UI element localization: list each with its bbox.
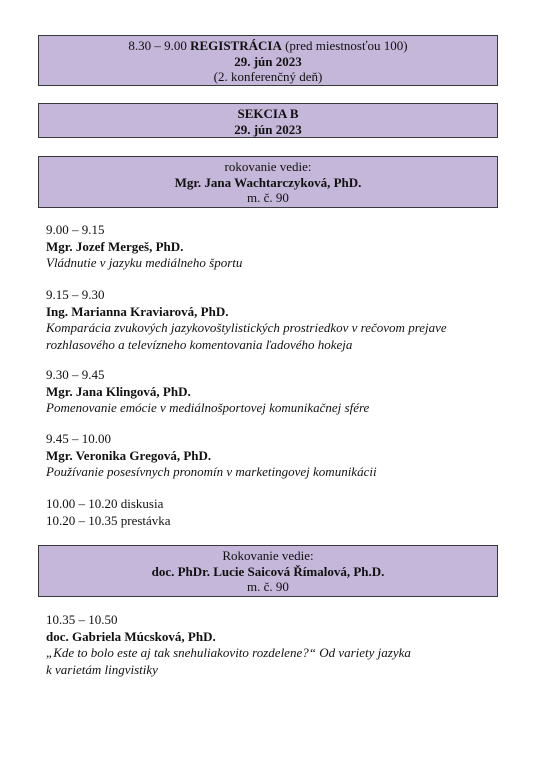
chair-name: doc. PhDr. Lucie Saicová Římalová, Ph.D.: [151, 563, 385, 579]
chair-room: m. č. 90: [247, 190, 289, 205]
talk-speaker: Mgr. Jana Klingová, PhD.: [46, 383, 191, 399]
talk-item: [46, 612, 411, 678]
talk-title-continued: rozhlasového a televízneho komentovania ľadového hokeja: [46, 336, 353, 352]
chair-room: m. č. 90: [247, 579, 289, 594]
discussion-slot: 10.00 – 10.20 diskusia: [46, 496, 164, 511]
talk-time: 10.35 – 10.50: [46, 612, 118, 627]
talk-time: 9.30 – 9.45: [46, 367, 105, 382]
section-date: 29. jún 2023: [234, 121, 302, 137]
talk-title: Vládnutie v jazyku mediálneho športu: [46, 255, 243, 270]
registration-note: (pred miestnosťou 100): [285, 38, 408, 53]
chair-label: rokovanie vedie:: [224, 159, 312, 174]
registration-day: (2. konferenčný deň): [213, 69, 323, 84]
talk-title: „Kde to bolo este aj tak snehuliakovito rozdelene?“ Od variety jazyka: [46, 645, 411, 660]
talk-item: [46, 367, 369, 417]
talk-item: [46, 287, 447, 353]
chair-box-2: [38, 545, 498, 597]
talk-time: 9.15 – 9.30: [46, 287, 105, 302]
chair-name: Mgr. Jana Wachtarczyková, PhD.: [174, 174, 362, 190]
talk-time: 9.45 – 10.00: [46, 431, 111, 446]
break-slot: 10.20 – 10.35 prestávka: [46, 513, 171, 528]
registration-box: [38, 35, 498, 86]
talk-title: Pomenovanie emócie v mediálnošportovej komunikačnej sfére: [46, 400, 370, 415]
registration-label: REGISTRÁCIA: [190, 38, 282, 53]
registration-date: 29. jún 2023: [234, 53, 302, 69]
section-box: [38, 103, 498, 138]
talk-time: 9.00 – 9.15: [46, 222, 105, 237]
talk-title-continued: k varietám lingvistiky: [46, 661, 158, 677]
section-title: SEKCIA B: [237, 106, 299, 121]
talk-speaker: Mgr. Veronika Gregová, PhD.: [46, 447, 212, 463]
talk-title: Používanie posesívnych pronomín v marketingovej komunikácii: [46, 464, 377, 479]
registration-time: 8.30 – 9.00: [128, 38, 187, 53]
talk-speaker: Mgr. Jozef Mergeš, PhD.: [46, 238, 184, 254]
registration-line: [39, 38, 497, 54]
chair-box-1: [38, 156, 498, 208]
chair-label: Rokovanie vedie:: [222, 548, 314, 563]
talk-title: Komparácia zvukových jazykovoštylistických prostriedkov v rečovom prejave: [46, 320, 447, 335]
talk-speaker: doc. Gabriela Múcsková, PhD.: [46, 628, 216, 644]
talk-item: [46, 431, 377, 481]
talk-item: [46, 222, 242, 272]
talk-speaker: Ing. Marianna Kraviarová, PhD.: [46, 303, 229, 319]
